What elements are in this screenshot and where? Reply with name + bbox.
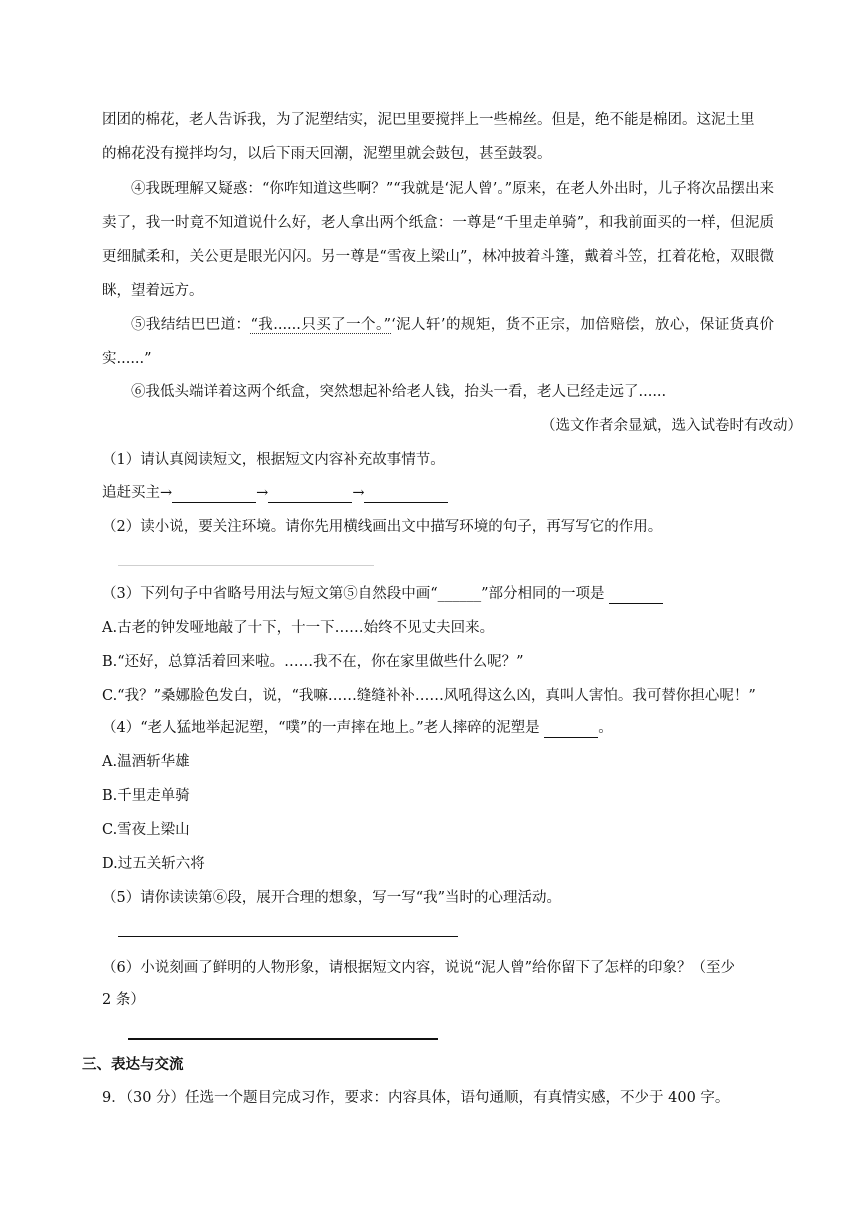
answer-line[interactable]: [128, 1038, 438, 1040]
paragraph-5-underlined: “我......只买了一个。”: [250, 317, 392, 333]
question-3-text: （3）下列句子中省略号用法与短文第⑤自然段中画“______”部分相同的一项是: [102, 586, 605, 602]
question-6-line-2: 2 条）: [102, 992, 145, 1008]
answer-blank[interactable]: [609, 587, 663, 604]
paragraph-4: ④我既理解又疑惑：“你咋知道这些啊？”“我就是‘泥人曾’。”原来，在老人外出时，儿子将次品摆出来卖了，我一时竟不知道说什么好，老人拿出两个纸盒：一尊是“千里走单骑”，和我前面买的一样，但泥质更细腻柔和，关公更是眼光闪闪。另一尊是“雪夜上梁山”，林冲披着斗篷，戴着斗笠，扛着花枪，双眼微眯，望着远方。: [102, 181, 774, 299]
question-1-chain: [102, 483, 448, 503]
passage-line: 的棉花没有搅拌均匀，以后下雨天回潮，泥塑里就会鼓包，甚至鼓裂。: [102, 146, 552, 162]
section-title: 三、表达与交流: [82, 1056, 184, 1073]
paragraph-6: ⑥我低头端详着这两个纸盒，突然想起补给老人钱，抬头一看，老人已经走远了......: [131, 384, 667, 400]
paragraph-5: [102, 308, 774, 376]
chain-start: 追赶买主→: [102, 485, 173, 501]
question-9: 9．（30 分）任选一个题目完成习作，要求：内容具体，语句通顺，有真情实感，不少于 400 字。: [102, 1090, 730, 1106]
option-c: C.雪夜上梁山: [102, 822, 190, 838]
question-6-line-1: （6）小说刻画了鲜明的人物形象，请根据短文内容，说说“泥人曾”给你留下了怎样的印象？（至少: [102, 960, 736, 976]
question-4: [102, 718, 613, 738]
answer-line[interactable]: [118, 936, 458, 937]
question-3: [102, 584, 663, 604]
answer-blank[interactable]: [268, 486, 352, 503]
answer-line[interactable]: [118, 565, 374, 566]
option-b: B.“还好，总算活着回来啦。……我不在，你在家里做些什么呢？”: [102, 654, 524, 670]
question-4-text: （4）“老人猛地举起泥塑，“噗”的一声摔在地上。”老人摔碎的泥塑是: [102, 720, 540, 736]
option-a: A.温酒斩华雄: [102, 754, 190, 770]
option-d: D.过五关斩六将: [102, 856, 205, 872]
answer-blank[interactable]: [544, 721, 598, 738]
option-c: C.“我？”桑娜脸色发白，说，“我嘛……缝缝补补……风吼得这么凶，真叫人害怕。我可替你担心呢！”: [102, 688, 756, 704]
answer-blank[interactable]: [172, 486, 256, 503]
question-5: （5）请你读读第⑥段，展开合理的想象，写一写“我”当时的心理活动。: [102, 890, 562, 906]
arrow: →: [256, 485, 269, 501]
option-a: A.古老的钟发哑地敲了十下，十一下……始终不见丈夫回来。: [102, 620, 495, 636]
source-note: （选文作者余显斌，选入试卷时有改动）: [541, 418, 802, 434]
paragraph-5-intro: ⑤我结结巴巴道：: [131, 317, 251, 333]
question-4-end: 。: [598, 720, 613, 736]
question-2: （2）读小说，要关注环境。请你先用横线画出文中描写环境的句子，再写写它的作用。: [102, 519, 663, 535]
passage-line: 团团的棉花，老人告诉我，为了泥塑结实，泥巴里要搅拌上一些棉丝。但是，绝不能是棉团。这泥土里: [102, 112, 755, 128]
answer-blank[interactable]: [364, 486, 448, 503]
option-b: B.千里走单骑: [102, 788, 190, 804]
arrow: →: [352, 485, 365, 501]
question-1: （1）请认真阅读短文，根据短文内容补充故事情节。: [102, 452, 445, 468]
paragraph-5-rest: ‘泥人轩’的规矩，货不正宗，加倍赔偿，放心，保证货真价实......”: [102, 317, 775, 367]
